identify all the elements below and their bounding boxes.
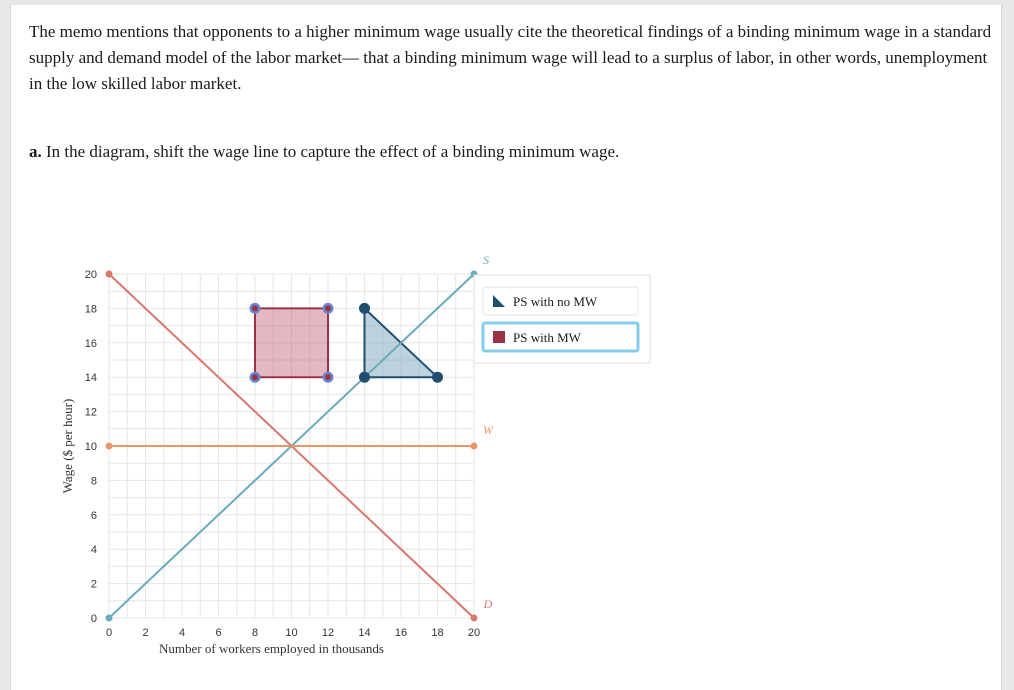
y-tick-label: 12: [84, 406, 97, 419]
y-tick-label: 20: [84, 269, 97, 281]
ps-with-mw-handle-core: [325, 305, 331, 311]
x-tick-label: 0: [105, 627, 113, 639]
s-label: S: [483, 253, 489, 267]
y-tick-label: 2: [90, 578, 97, 591]
y-tick-label: 6: [90, 509, 97, 522]
question-text: In the diagram, shift the wage line to capture the effect of a binding minimum wage.: [41, 142, 620, 161]
y-tick-label: 4: [90, 544, 97, 557]
ps-no-mw-handle[interactable]: [432, 372, 443, 383]
legend-label: PS with no MW: [513, 294, 598, 309]
w-endpoint[interactable]: [106, 443, 113, 450]
w-endpoint[interactable]: [471, 443, 478, 450]
y-tick-label: 10: [84, 441, 97, 453]
ps-no-mw-handle[interactable]: [359, 372, 370, 383]
x-tick-label: 20: [467, 627, 481, 639]
y-tick-label: 8: [90, 475, 97, 488]
square-icon: [493, 331, 505, 343]
x-tick-label: 18: [431, 627, 444, 639]
y-tick-label: 0: [90, 613, 97, 625]
d-label: D: [483, 597, 493, 611]
d-endpoint[interactable]: [106, 271, 113, 278]
legend-label: PS with MW: [513, 330, 581, 345]
legend: [474, 275, 650, 363]
ps-with-mw-area[interactable]: [255, 308, 328, 377]
d-endpoint[interactable]: [471, 615, 478, 622]
x-tick-label: 6: [215, 627, 222, 639]
y-axis-title: Wage ($ per hour): [60, 398, 75, 494]
x-axis-title: Number of workers employed in thousands: [159, 641, 384, 656]
ps-with-mw-handle-core: [252, 305, 258, 311]
ps-no-mw-handle[interactable]: [359, 303, 370, 314]
y-tick-label: 14: [84, 372, 97, 385]
x-tick-label: 4: [178, 627, 186, 639]
s-endpoint[interactable]: [106, 615, 113, 622]
question-letter: a.: [29, 142, 42, 161]
ps-with-mw-handle-core: [252, 374, 258, 380]
y-tick-label: 16: [84, 337, 97, 350]
x-tick-label: 2: [142, 627, 149, 639]
ps-with-mw-handle-core: [325, 374, 331, 380]
x-tick-label: 12: [321, 627, 335, 639]
x-tick-label: 16: [394, 627, 408, 639]
memo-paragraph: The memo mentions that opponents to a higher minimum wage usually cite the theoretical findings of a binding minimum wage in a standard supply and demand model of the labor market— that a binding minimum wage will lead to a surplus of labor, in other words, unemployment in the low skilled labor market.: [29, 22, 992, 93]
x-tick-label: 8: [251, 627, 259, 639]
x-tick-label: 10: [285, 627, 298, 639]
x-tick-label: 14: [358, 627, 371, 639]
y-tick-label: 18: [84, 303, 97, 316]
w-label: W: [483, 423, 493, 437]
